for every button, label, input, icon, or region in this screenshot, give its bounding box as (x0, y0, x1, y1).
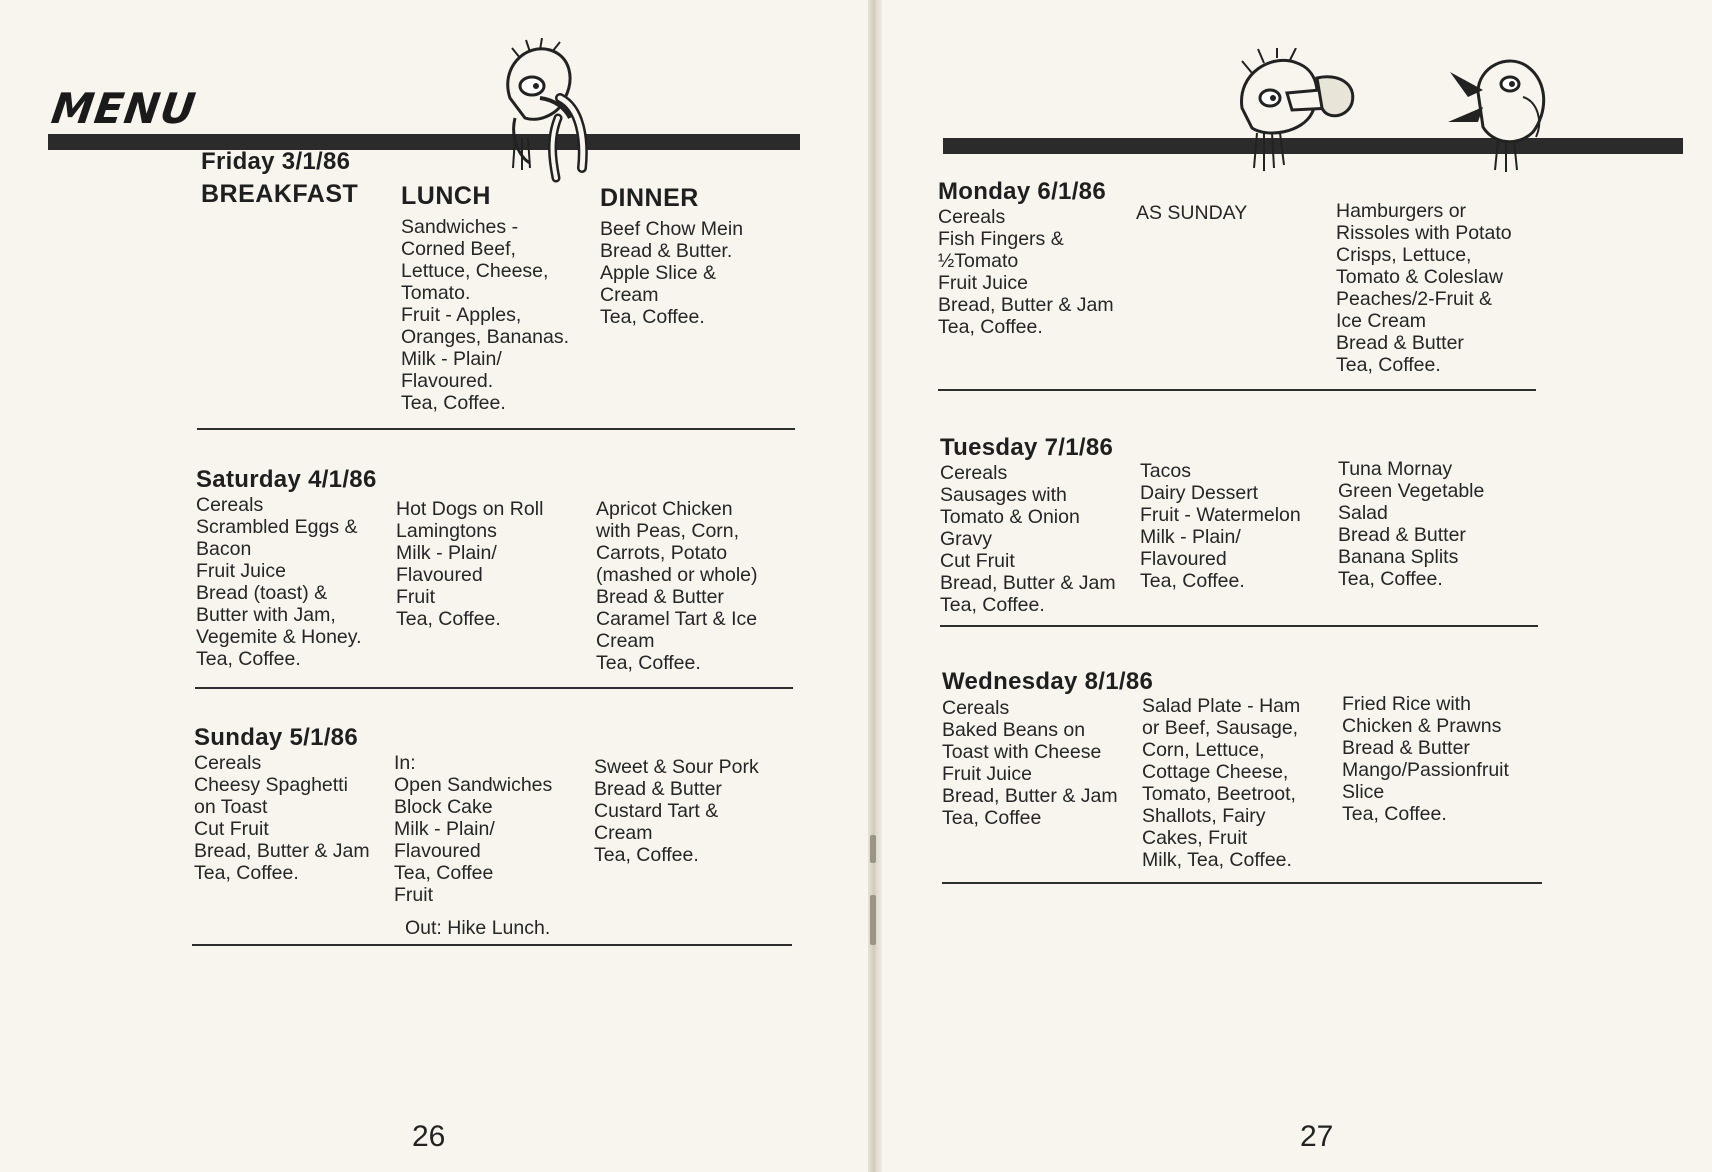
menu-title: MENU (48, 84, 200, 133)
menu-item: Bread & Butter. (600, 240, 733, 262)
page-number-left: 26 (412, 1120, 446, 1153)
menu-item: Fried Rice with (1342, 693, 1471, 715)
tuesday-lunch-list (1140, 460, 1301, 592)
menu-item: Corn, Lettuce, (1142, 739, 1265, 761)
monday-breakfast-list (938, 206, 1114, 338)
menu-item: Milk - Plain/ (1140, 526, 1241, 548)
kookaburra-eating-sausage-illustration (470, 38, 620, 188)
day-heading-tuesday: Tuesday 7/1/86 (940, 434, 1114, 461)
divider (195, 687, 793, 689)
menu-item: Carrots, Potato (596, 542, 728, 564)
menu-item: Flavoured (394, 840, 481, 862)
menu-item: Vegemite & Honey. (196, 626, 362, 648)
tuesday-breakfast-list (940, 462, 1116, 616)
menu-item: Tea, Coffee. (196, 648, 301, 670)
menu-item: (mashed or whole) (596, 564, 758, 586)
menu-item: Dairy Dessert (1140, 482, 1259, 504)
menu-item: Cream (600, 284, 659, 306)
kookaburra-eating-sandwich-illustration (1222, 48, 1372, 183)
menu-item: Tuna Mornay (1338, 458, 1453, 480)
sunday-dinner-list (594, 756, 759, 866)
menu-item: Caramel Tart & Ice (596, 608, 758, 630)
menu-item: with Peas, Corn, (596, 520, 740, 542)
menu-item: Milk - Plain/ (394, 818, 495, 840)
wednesday-breakfast-list (942, 697, 1118, 829)
menu-item: AS SUNDAY (1136, 202, 1248, 224)
menu-item: Oranges, Bananas. (401, 326, 570, 348)
staple (870, 895, 876, 945)
menu-item: In: (394, 752, 416, 774)
menu-item: Chicken & Prawns (1342, 715, 1502, 737)
menu-item: Tea, Coffee. (1336, 354, 1441, 376)
menu-item: Tomato. (401, 282, 471, 304)
menu-item: Fruit Juice (938, 272, 1028, 294)
menu-item: Fruit Juice (942, 763, 1032, 785)
menu-item: Tea, Coffee. (596, 652, 701, 674)
menu-item: Tea, Coffee (394, 862, 494, 884)
sunday-breakfast-list (194, 752, 370, 884)
menu-item: Apricot Chicken (596, 498, 733, 520)
menu-item: Bread, Butter & Jam (938, 294, 1114, 316)
menu-item: Block Cake (394, 796, 493, 818)
menu-item: Milk - Plain/ (396, 542, 497, 564)
menu-item: Milk - Plain/ (401, 348, 502, 370)
menu-item: Banana Splits (1338, 546, 1459, 568)
menu-item: Bread (toast) & (196, 582, 328, 604)
menu-item: Tacos (1140, 460, 1191, 482)
day-heading-wednesday: Wednesday 8/1/86 (942, 668, 1154, 695)
menu-item: Hamburgers or (1336, 200, 1467, 222)
menu-item: Custard Tart & (594, 800, 719, 822)
menu-item: Tea, Coffee. (1140, 570, 1245, 592)
menu-item: Bread & Butter (1338, 524, 1466, 546)
day-heading-monday: Monday 6/1/86 (938, 178, 1106, 205)
menu-item: Tomato, Beetroot, (1142, 783, 1296, 805)
menu-item: Toast with Cheese (942, 741, 1102, 763)
menu-item: Bacon (196, 538, 252, 560)
menu-item: Ice Cream (1336, 310, 1426, 332)
divider (940, 625, 1538, 627)
sunday-lunch-note: Out: Hike Lunch. (405, 917, 551, 939)
lunch-header: LUNCH (401, 182, 491, 210)
page-number-right: 27 (1300, 1120, 1334, 1153)
menu-item: Bread & Butter (1342, 737, 1470, 759)
friday-dinner-list (600, 218, 743, 328)
menu-item: Fruit - Apples, (401, 304, 522, 326)
menu-item: Bread & Butter (596, 586, 724, 608)
menu-item: Cereals (196, 494, 264, 516)
monday-dinner-list (1336, 200, 1512, 376)
menu-item: or Beef, Sausage, (1142, 717, 1299, 739)
menu-item: Tea, Coffee. (594, 844, 699, 866)
menu-item: Cakes, Fruit (1142, 827, 1248, 849)
menu-item: Tea, Coffee. (194, 862, 299, 884)
menu-item: Flavoured. (401, 370, 494, 392)
menu-item: Cereals (940, 462, 1008, 484)
menu-item: Gravy (940, 528, 993, 550)
menu-item: Baked Beans on (942, 719, 1086, 741)
menu-item: Milk, Tea, Coffee. (1142, 849, 1292, 871)
menu-item: Fruit (394, 884, 433, 906)
menu-item: Cut Fruit (940, 550, 1015, 572)
menu-item: Fruit - Watermelon (1140, 504, 1301, 526)
menu-item: Cereals (938, 206, 1006, 228)
menu-item: ½Tomato (938, 250, 1019, 272)
menu-item: Cereals (194, 752, 262, 774)
menu-item: Tea, Coffee. (1342, 803, 1447, 825)
menu-item: Corned Beef, (401, 238, 516, 260)
menu-item: Tomato & Coleslaw (1336, 266, 1503, 288)
menu-item: Fruit (396, 586, 435, 608)
menu-item: Mango/Passionfruit (1342, 759, 1509, 781)
menu-item: Flavoured (1140, 548, 1227, 570)
monday-lunch-list (1136, 202, 1247, 224)
menu-item: Tea, Coffee. (938, 316, 1043, 338)
saturday-dinner-list (596, 498, 757, 674)
menu-item: Sweet & Sour Pork (594, 756, 759, 778)
header-bar (48, 134, 800, 150)
menu-item: Lettuce, Cheese, (401, 260, 549, 282)
menu-item: on Toast (194, 796, 268, 818)
menu-item: Tea, Coffee. (600, 306, 705, 328)
menu-item: Lamingtons (396, 520, 497, 542)
menu-item: Salad (1338, 502, 1388, 524)
menu-item: Cereals (942, 697, 1010, 719)
menu-item: Beef Chow Mein (600, 218, 744, 240)
menu-item: Butter with Jam, (196, 604, 336, 626)
menu-item: Tea, Coffee. (1338, 568, 1443, 590)
menu-item: Fish Fingers & (938, 228, 1064, 250)
breakfast-header: BREAKFAST (201, 180, 359, 208)
menu-item: Peaches/2-Fruit & (1336, 288, 1493, 310)
menu-item: Cream (596, 630, 655, 652)
menu-item: Tea, Coffee. (396, 608, 501, 630)
menu-item: Green Vegetable (1338, 480, 1485, 502)
menu-item: Bread, Butter & Jam (940, 572, 1116, 594)
menu-item: Crisps, Lettuce, (1336, 244, 1472, 266)
menu-item: Sandwiches - (401, 216, 519, 238)
wednesday-lunch-list (1142, 695, 1300, 871)
menu-item: Bread & Butter (594, 778, 722, 800)
menu-item: Sausages with (940, 484, 1067, 506)
menu-item: Shallots, Fairy (1142, 805, 1266, 827)
menu-item: Flavoured (396, 564, 483, 586)
day-heading-saturday: Saturday 4/1/86 (196, 466, 377, 493)
saturday-breakfast-list (196, 494, 361, 670)
divider (197, 428, 795, 430)
wednesday-dinner-list (1342, 693, 1509, 825)
divider (938, 389, 1536, 391)
menu-item: Bread & Butter (1336, 332, 1464, 354)
sunday-lunch-list (394, 752, 552, 906)
menu-item: Open Sandwiches (394, 774, 553, 796)
menu-item: Salad Plate - Ham (1142, 695, 1301, 717)
menu-item: Hot Dogs on Roll (396, 498, 544, 520)
menu-item: Scrambled Eggs & (196, 516, 358, 538)
menu-item: Cheesy Spaghetti (194, 774, 348, 796)
menu-item: Rissoles with Potato (1336, 222, 1512, 244)
menu-item: Cream (594, 822, 653, 844)
menu-item: Tomato & Onion (940, 506, 1080, 528)
menu-item: Bread, Butter & Jam (942, 785, 1118, 807)
staple (870, 835, 876, 863)
menu-item: Cut Fruit (194, 818, 269, 840)
divider (942, 882, 1542, 884)
friday-lunch-list (401, 216, 569, 414)
menu-item: Tea, Coffee (942, 807, 1042, 829)
book-spine (868, 0, 882, 1172)
dinner-header: DINNER (600, 184, 699, 212)
menu-item: Tea, Coffee. (940, 594, 1045, 616)
saturday-lunch-list (396, 498, 543, 630)
menu-item: Fruit Juice (196, 560, 286, 582)
day-heading-sunday: Sunday 5/1/86 (194, 724, 358, 751)
menu-item: Slice (1342, 781, 1385, 803)
divider (192, 944, 792, 946)
menu-item: Cottage Cheese, (1142, 761, 1289, 783)
tuesday-dinner-list (1338, 458, 1484, 590)
kookaburra-laughing-illustration (1448, 52, 1558, 172)
menu-item: Tea, Coffee. (401, 392, 506, 414)
menu-item: Apple Slice & (600, 262, 716, 284)
day-heading-friday: Friday 3/1/86 (201, 148, 351, 175)
menu-item: Bread, Butter & Jam (194, 840, 370, 862)
